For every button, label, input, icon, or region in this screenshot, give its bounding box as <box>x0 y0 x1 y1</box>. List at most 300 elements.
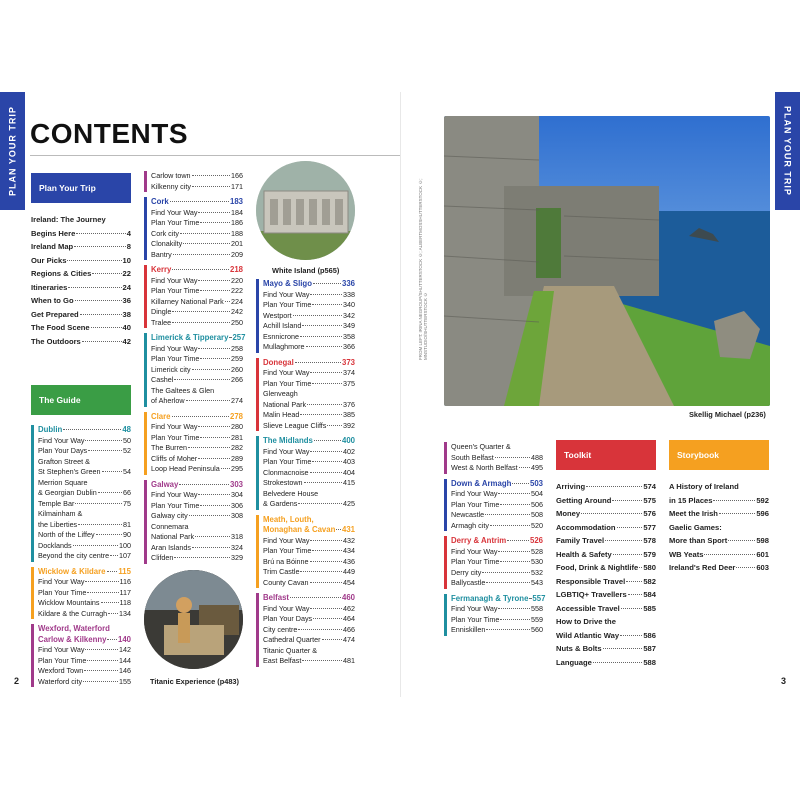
entry-title: the Liberties <box>38 519 78 529</box>
page-number: 280 <box>231 422 243 431</box>
entry-title: Kerry <box>151 265 172 274</box>
toc-entry[interactable] <box>151 490 243 501</box>
dot-leader <box>225 301 230 302</box>
toc-entry[interactable] <box>151 454 243 465</box>
guide-list <box>31 425 131 687</box>
page-title: CONTENTS <box>30 118 188 149</box>
entry-title: Trim Castle <box>263 567 300 576</box>
section-heading-entry[interactable] <box>151 333 246 344</box>
toc-entry[interactable] <box>151 396 243 407</box>
toc-entry[interactable] <box>38 467 131 478</box>
toc-entry[interactable] <box>263 300 355 311</box>
toolkit-entry[interactable] <box>556 521 656 535</box>
dot-leader <box>593 662 642 663</box>
toc-entry[interactable] <box>151 318 243 329</box>
toc-entry[interactable] <box>151 208 243 219</box>
storybook-entry[interactable] <box>669 534 769 548</box>
toc-entry[interactable] <box>263 290 355 301</box>
toc-entry[interactable] <box>151 422 243 433</box>
toc-entry[interactable] <box>38 609 131 620</box>
plan-entry[interactable] <box>31 213 131 227</box>
dot-leader <box>310 451 342 452</box>
toolkit-list <box>556 480 656 669</box>
page-number: 587 <box>643 644 656 653</box>
toc-entry[interactable] <box>451 453 543 464</box>
toc-entry[interactable] <box>263 457 355 468</box>
dot-leader <box>76 233 125 234</box>
entry-title: Find Your Way <box>263 603 310 613</box>
toc-entry[interactable] <box>451 615 543 626</box>
section-heading-entry[interactable] <box>263 525 355 536</box>
toc-entry[interactable] <box>263 499 355 510</box>
toc-entry[interactable] <box>451 625 543 636</box>
page-number: 117 <box>119 587 131 597</box>
page-number: 318 <box>231 532 243 541</box>
toc-entry[interactable] <box>263 311 355 322</box>
dot-leader <box>495 457 530 458</box>
entry-title: The Midlands <box>263 436 313 445</box>
page-number: 116 <box>119 577 131 586</box>
entry-title: Cathedral Quarter <box>263 635 321 644</box>
plan-entry[interactable] <box>31 254 131 268</box>
toc-entry[interactable] <box>451 557 543 568</box>
entry-title: Temple Bar <box>38 498 75 508</box>
section-heading-entry[interactable] <box>38 567 131 578</box>
page-number: 403 <box>343 457 355 466</box>
entry-title: The Galtees & Glen <box>151 385 215 395</box>
page-number: 598 <box>756 536 769 545</box>
toolkit-entry[interactable] <box>556 494 656 508</box>
toc-entry[interactable] <box>38 645 131 656</box>
toc-entry[interactable] <box>151 344 243 355</box>
toc-entry[interactable] <box>151 522 243 533</box>
page-number: 432 <box>343 535 355 545</box>
page-number: 242 <box>231 307 243 316</box>
page-number: 274 <box>231 396 243 405</box>
toolkit-entry[interactable] <box>556 575 656 589</box>
dot-leader <box>68 287 121 288</box>
section-heading-entry[interactable] <box>451 479 543 490</box>
page-number: 585 <box>643 603 656 613</box>
side-tab-left[interactable]: PLAN YOUR TRIP <box>0 92 25 210</box>
toc-entry[interactable] <box>451 489 543 500</box>
section-belfast <box>256 593 355 667</box>
page-number: 201 <box>231 239 243 248</box>
entry-title: Money <box>556 509 581 518</box>
entry-title: Dingle <box>151 307 172 316</box>
entry-title: Arriving <box>556 482 586 491</box>
toc-entry[interactable] <box>38 677 131 688</box>
section-heading-entry[interactable] <box>263 593 355 604</box>
page-number: 466 <box>343 624 355 634</box>
page-number: 558 <box>531 604 543 613</box>
storybook-entry[interactable] <box>669 521 769 535</box>
toc-entry[interactable] <box>263 536 355 547</box>
entry-title: Malin Head <box>263 410 300 419</box>
dot-leader <box>500 504 530 505</box>
plan-entry[interactable] <box>31 240 131 254</box>
entry-title: Galway <box>151 479 179 489</box>
dot-leader <box>198 212 230 213</box>
toc-entry[interactable] <box>38 656 131 667</box>
dot-leader <box>172 416 229 417</box>
toc-entry[interactable] <box>451 578 543 589</box>
page-number: 8 <box>126 242 131 251</box>
dot-leader <box>500 619 530 620</box>
toolkit-entry[interactable] <box>556 629 656 643</box>
page-number: 460 <box>341 593 355 602</box>
page-number: 107 <box>119 551 131 560</box>
entry-title: Kilmainham & <box>38 509 83 518</box>
the-guide-header: The Guide <box>31 385 131 415</box>
white-island-image <box>256 161 355 260</box>
entry-title: St Stephen's Green <box>38 467 101 476</box>
page-number: 385 <box>343 410 355 419</box>
page-number: 575 <box>643 495 656 505</box>
page-number: 596 <box>756 509 769 518</box>
page-number: 588 <box>643 657 656 667</box>
toc-entry[interactable] <box>263 421 355 432</box>
dot-leader <box>67 260 121 261</box>
dot-leader <box>302 325 342 326</box>
entry-title: National Park <box>263 399 307 409</box>
entry-title: Tralee <box>151 317 172 327</box>
dot-leader <box>85 440 122 441</box>
toc-entry[interactable] <box>38 509 131 520</box>
toc-entry[interactable] <box>263 604 355 615</box>
section-heading-entry[interactable] <box>38 425 131 436</box>
storybook-entry[interactable] <box>669 548 769 562</box>
dot-leader <box>91 327 122 328</box>
toolkit-entry[interactable] <box>556 507 656 521</box>
toc-entry[interactable] <box>451 510 543 521</box>
toc-entry[interactable] <box>151 218 243 229</box>
toolkit-entry[interactable] <box>556 642 656 656</box>
toc-entry[interactable] <box>151 365 243 376</box>
toc-entry[interactable] <box>151 386 243 397</box>
dot-leader <box>310 608 342 609</box>
dot-leader <box>314 440 341 441</box>
page-number: 559 <box>531 614 543 624</box>
toc-entry[interactable] <box>263 379 355 390</box>
entry-title: Find Your Way <box>151 275 198 285</box>
entry-title: Loop Head Peninsula <box>151 464 220 473</box>
dot-leader <box>192 175 230 176</box>
entry-title: Plan Your Time <box>38 655 87 665</box>
toc-entry[interactable] <box>263 478 355 489</box>
toolkit-entry[interactable] <box>556 561 656 575</box>
toc-entry[interactable] <box>38 551 131 562</box>
section-heading-entry[interactable] <box>38 635 131 646</box>
dot-leader <box>82 341 122 342</box>
entry-title: Plan Your Time <box>151 218 200 227</box>
dot-leader <box>107 571 118 572</box>
toc-entry[interactable] <box>151 532 243 543</box>
page-number: 329 <box>231 553 243 562</box>
toc-entry[interactable] <box>263 546 355 557</box>
side-tab-right[interactable]: PLAN YOUR TRIP <box>775 92 800 210</box>
page-number: 557 <box>532 593 546 603</box>
toc-entry[interactable] <box>38 598 131 609</box>
toc-entry[interactable] <box>38 588 131 599</box>
page-number: 376 <box>343 399 355 409</box>
toc-entry[interactable] <box>38 530 131 541</box>
entry-title: Cliffs of Moher <box>151 453 198 463</box>
toolkit-entry[interactable] <box>556 548 656 562</box>
entry-title: Glenveagh <box>263 389 298 398</box>
entry-title: Brú na Bóinne <box>263 556 309 566</box>
entry-title: Carlow & Kilkenny <box>38 634 107 644</box>
entry-title: Limerick city <box>151 364 191 374</box>
entry-title: Down & Armagh <box>451 478 512 488</box>
toc-entry[interactable] <box>151 307 243 318</box>
toc-entry[interactable] <box>38 446 131 457</box>
toc-entry[interactable] <box>263 368 355 379</box>
entry-title: Kilkenny city <box>151 181 191 191</box>
toc-entry[interactable] <box>151 511 243 522</box>
dot-leader <box>198 426 230 427</box>
entry-title: Ireland Map <box>31 242 74 251</box>
toc-entry[interactable] <box>263 468 355 479</box>
page-number: 81 <box>123 519 131 529</box>
dot-leader <box>172 269 229 270</box>
toc-entry[interactable] <box>451 463 543 474</box>
toc-entry[interactable] <box>38 577 131 588</box>
page-number: 48 <box>122 425 131 434</box>
toolkit-entry[interactable] <box>556 480 656 494</box>
plan-entry[interactable] <box>31 227 131 241</box>
section-heading-entry[interactable] <box>263 279 355 290</box>
page-number: 374 <box>343 368 355 377</box>
storybook-entry[interactable] <box>669 507 769 521</box>
page-number: 336 <box>341 279 355 288</box>
toc-entry[interactable] <box>263 614 355 625</box>
entry-title: Find Your Way <box>151 343 198 353</box>
toc-entry[interactable] <box>263 578 355 589</box>
plan-entry[interactable] <box>31 281 131 295</box>
page-number: 532 <box>531 567 543 577</box>
dot-leader <box>310 472 342 473</box>
dot-leader <box>719 513 755 514</box>
toc-entry[interactable] <box>263 410 355 421</box>
toc-entry[interactable] <box>451 442 543 453</box>
toc-entry[interactable] <box>38 457 131 468</box>
toc-entry[interactable] <box>38 666 131 677</box>
dot-leader <box>613 554 643 555</box>
dot-leader <box>92 273 121 274</box>
toc-entry[interactable] <box>151 239 243 250</box>
plan-entry[interactable] <box>31 267 131 281</box>
dot-leader <box>200 358 230 359</box>
page-number: 375 <box>343 378 355 388</box>
toc-entry[interactable] <box>151 464 243 475</box>
page-number: 349 <box>343 321 355 330</box>
toc-entry[interactable] <box>263 635 355 646</box>
page-number: 586 <box>643 630 656 640</box>
toc-entry[interactable] <box>38 520 131 531</box>
toc-entry[interactable] <box>263 321 355 332</box>
page-number: 580 <box>643 563 656 572</box>
page-number: 38 <box>122 309 131 319</box>
dot-leader <box>170 201 229 202</box>
dot-leader <box>298 629 342 630</box>
section-heading-entry[interactable] <box>151 412 243 423</box>
dot-leader <box>98 492 122 493</box>
entry-title: Mayo & Sligo <box>263 279 312 288</box>
toolkit-entry[interactable] <box>556 588 656 602</box>
page-number: 506 <box>531 499 543 509</box>
storybook-entry[interactable] <box>669 480 769 494</box>
entry-title: Nuts & Bolts <box>556 644 602 653</box>
section-galway <box>144 480 243 564</box>
toc-entry[interactable] <box>151 182 243 193</box>
storybook-entry[interactable] <box>669 494 769 508</box>
page-number: 188 <box>231 228 243 238</box>
toc-entry[interactable] <box>151 286 243 297</box>
dot-leader <box>179 484 229 485</box>
page-number: 578 <box>643 536 656 545</box>
section-heading-entry[interactable] <box>263 358 355 369</box>
toolkit-entry[interactable] <box>556 534 656 548</box>
entry-title: Galway city <box>151 511 188 520</box>
toc-entry[interactable] <box>451 547 543 558</box>
page-number: 464 <box>343 614 355 623</box>
dot-leader <box>312 304 342 305</box>
dot-leader <box>581 513 642 514</box>
toc-entry[interactable] <box>263 489 355 500</box>
plan-entry[interactable] <box>31 308 131 322</box>
toolkit-entry[interactable] <box>556 656 656 670</box>
page-number: 222 <box>231 286 243 295</box>
plan-entry[interactable] <box>31 321 131 335</box>
page-number: 402 <box>343 446 355 456</box>
page-number: 504 <box>531 489 543 498</box>
dot-leader <box>336 529 341 530</box>
toc-entry[interactable] <box>263 625 355 636</box>
dot-leader <box>482 572 530 573</box>
toc-entry[interactable] <box>263 332 355 343</box>
section-heading-entry[interactable] <box>263 436 355 447</box>
toc-entry[interactable] <box>151 276 243 287</box>
section-heading-entry[interactable] <box>151 480 243 491</box>
page-number: 474 <box>343 635 355 644</box>
toc-entry[interactable] <box>38 436 131 447</box>
plan-list <box>31 213 131 348</box>
page-number: 10 <box>122 255 131 265</box>
toc-entry[interactable] <box>151 250 243 261</box>
plan-entry[interactable] <box>31 294 131 308</box>
page-number: 75 <box>123 498 131 508</box>
toc-entry[interactable] <box>151 354 243 365</box>
toc-entry[interactable] <box>38 499 131 510</box>
entry-title: Food, Drink & Nightlife <box>556 563 639 572</box>
entry-title: Find Your Way <box>451 546 498 556</box>
section-heading-entry[interactable] <box>151 197 243 208</box>
toc-entry[interactable] <box>151 553 243 564</box>
toc-entry[interactable] <box>263 557 355 568</box>
page-number: 338 <box>343 289 355 299</box>
entry-title: Our Picks <box>31 255 67 265</box>
entry-title: Meath, Louth, <box>263 514 314 524</box>
section-heading-entry[interactable] <box>451 593 546 605</box>
toc-entry[interactable] <box>263 656 355 667</box>
page-number: 224 <box>231 296 243 306</box>
dot-leader <box>85 649 118 650</box>
toc-entry[interactable] <box>151 501 243 512</box>
toc-entry[interactable] <box>38 541 131 552</box>
entry-title: City centre <box>263 624 298 634</box>
section-heading-entry[interactable] <box>451 536 543 547</box>
toc-entry[interactable] <box>151 171 243 182</box>
dot-leader <box>300 336 342 337</box>
toc-entry[interactable] <box>451 604 543 615</box>
dot-leader <box>84 670 118 671</box>
dot-leader <box>174 557 230 558</box>
toolkit-entry[interactable] <box>556 602 656 616</box>
toolkit-entry[interactable] <box>556 615 656 629</box>
page-number: 342 <box>343 310 355 320</box>
section-heading-entry[interactable] <box>151 265 243 276</box>
toc-entry[interactable] <box>38 488 131 499</box>
entry-title: Ballycastle <box>451 578 486 587</box>
entry-title: Find Your Way <box>38 577 85 586</box>
toc-entry[interactable] <box>151 543 243 554</box>
title-rule <box>30 155 400 156</box>
toc-entry[interactable] <box>151 297 243 308</box>
toc-entry[interactable] <box>151 443 243 454</box>
toc-entry[interactable] <box>151 229 243 240</box>
toc-entry[interactable] <box>151 433 243 444</box>
dot-leader <box>108 613 118 614</box>
page-number: 366 <box>343 342 355 351</box>
toc-entry[interactable] <box>451 500 543 511</box>
toc-entry[interactable] <box>451 521 543 532</box>
toc-entry[interactable] <box>263 342 355 353</box>
page-number: 488 <box>531 452 543 462</box>
toc-entry[interactable] <box>451 568 543 579</box>
entry-title: Find Your Way <box>151 490 198 499</box>
entry-title: West & North Belfast <box>451 463 518 472</box>
page-number: 146 <box>119 666 131 675</box>
toc-entry[interactable] <box>263 646 355 657</box>
toc-entry[interactable] <box>263 447 355 458</box>
toc-entry[interactable] <box>151 375 243 386</box>
page-number: 52 <box>123 446 131 455</box>
plan-entry[interactable] <box>31 335 131 349</box>
page-number: 4 <box>126 228 131 238</box>
dot-leader <box>529 598 531 599</box>
section-heading-entry[interactable] <box>38 624 131 635</box>
dot-leader <box>498 493 530 494</box>
section-cork <box>144 197 243 260</box>
dot-leader <box>295 362 341 363</box>
toc-entry[interactable] <box>263 400 355 411</box>
toc-entry[interactable] <box>263 567 355 578</box>
page-number: 454 <box>343 577 355 587</box>
dot-leader <box>186 400 230 401</box>
page-number: 415 <box>343 478 355 487</box>
entry-title: Mullaghmore <box>263 342 305 351</box>
toc-entry[interactable] <box>263 389 355 400</box>
section-heading-entry[interactable] <box>263 515 355 526</box>
storybook-entry[interactable] <box>669 561 769 575</box>
dot-leader <box>605 540 642 541</box>
toc-entry[interactable] <box>38 478 131 489</box>
entry-title: Newcastle <box>451 510 485 519</box>
page-number: 186 <box>231 218 243 227</box>
entry-title: Ireland's Red Deer <box>669 563 736 572</box>
entry-title: & Georgian Dublin <box>38 488 97 497</box>
